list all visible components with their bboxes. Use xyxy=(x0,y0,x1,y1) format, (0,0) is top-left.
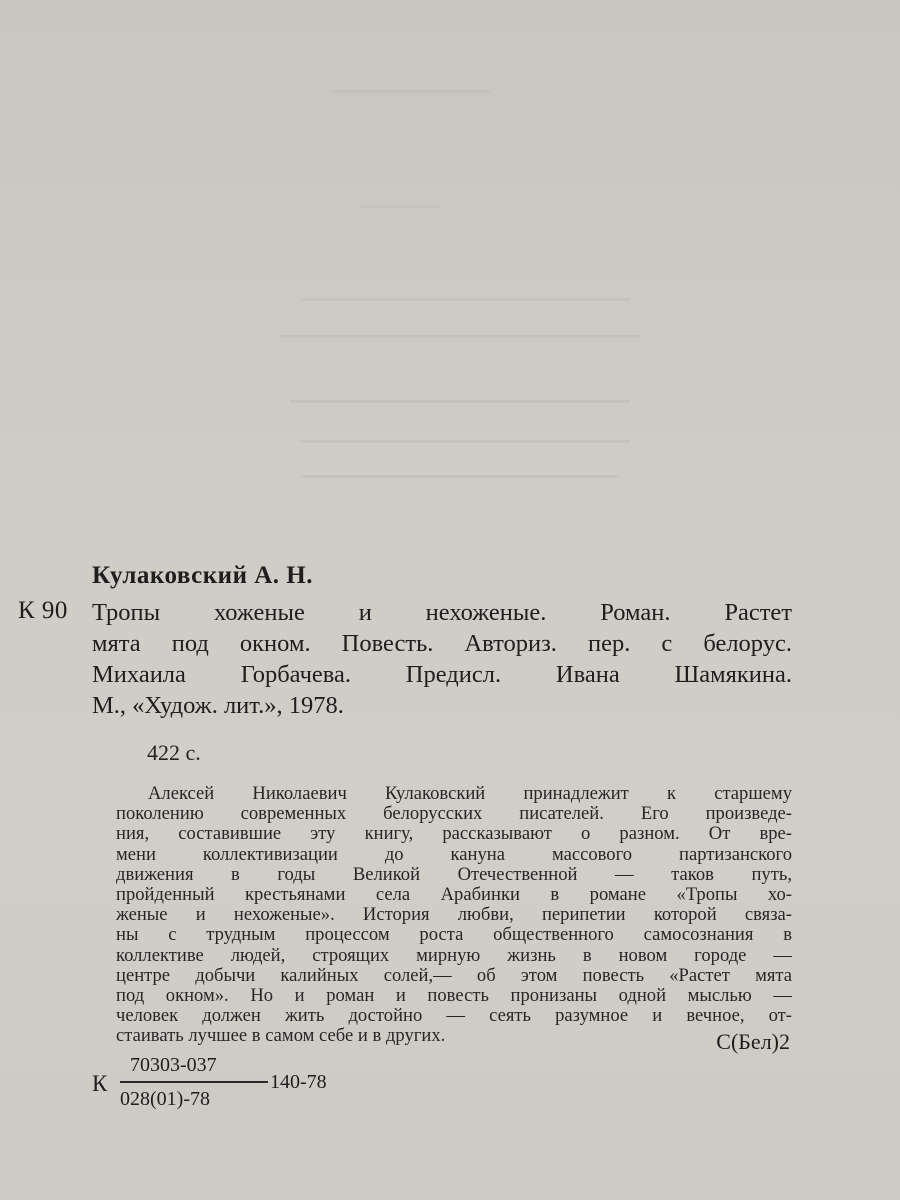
show-through-line xyxy=(280,335,640,338)
index-suffix: 140-78 xyxy=(270,1071,327,1093)
index-denominator: 028(01)-78 xyxy=(120,1088,210,1110)
index-letter: К xyxy=(92,1071,108,1096)
fraction-bar xyxy=(120,1081,268,1083)
show-through-line xyxy=(300,440,630,443)
show-through-line xyxy=(330,90,490,93)
annotation-line: центре добычи калийных солей,— об этом повесть «Растет мята xyxy=(116,964,792,986)
annotation-line: мени коллективизации до кануна массового партизанского xyxy=(116,843,792,865)
show-through-line xyxy=(290,400,630,403)
annotation-line: ния, составившие эту книгу, рассказывают о разном. От вре- xyxy=(116,823,792,845)
call-number: К 90 xyxy=(18,597,68,624)
bibliographic-line: Тропы хоженые и нехоженые. Роман. Растет xyxy=(92,599,792,626)
bibliographic-line: М., «Худож. лит.», 1978. xyxy=(92,692,344,719)
page-count: 422 с. xyxy=(147,740,201,765)
bibliographic-line: Михаила Горбачева. Предисл. Ивана Шамякина. xyxy=(92,661,792,688)
classification-code: С(Бел)2 xyxy=(716,1029,790,1054)
author-name: Кулаковский А. Н. xyxy=(92,562,313,589)
bibliographic-description xyxy=(92,597,792,721)
show-through-line xyxy=(360,205,440,208)
annotation-line: Алексей Николаевич Кулаковский принадлежит к старшему xyxy=(148,783,792,804)
show-through-line xyxy=(300,298,630,301)
index-numerator: 70303-037 xyxy=(130,1054,217,1076)
bibliographic-line: мята под окном. Повесть. Авториз. пер. с белорус. xyxy=(92,630,792,657)
annotation xyxy=(116,784,792,1047)
annotation-line: пройденный крестьянами села Арабинки в романе «Тропы хо- xyxy=(116,884,792,906)
annotation-line: поколению современных белорусских писателей. Его произведе- xyxy=(116,803,792,825)
annotation-line: ны с трудным процессом роста общественного самосознания в xyxy=(116,924,792,946)
annotation-line: движения в годы Великой Отечественной — таков путь, xyxy=(116,863,792,885)
annotation-line: стаивать лучшее в самом себе и в других. xyxy=(116,1025,446,1047)
annotation-line: женые и нехоженые». История любви, перипетии которой связа- xyxy=(116,904,792,926)
annotation-line: человек должен жить достойно — сеять разумное и вечное, от- xyxy=(116,1005,792,1027)
annotation-line: коллективе людей, строящих мирную жизнь в новом городе — xyxy=(116,944,792,966)
show-through-line xyxy=(300,475,620,478)
annotation-line: под окном». Но и роман и повесть пронизаны одной мыслью — xyxy=(116,985,792,1007)
